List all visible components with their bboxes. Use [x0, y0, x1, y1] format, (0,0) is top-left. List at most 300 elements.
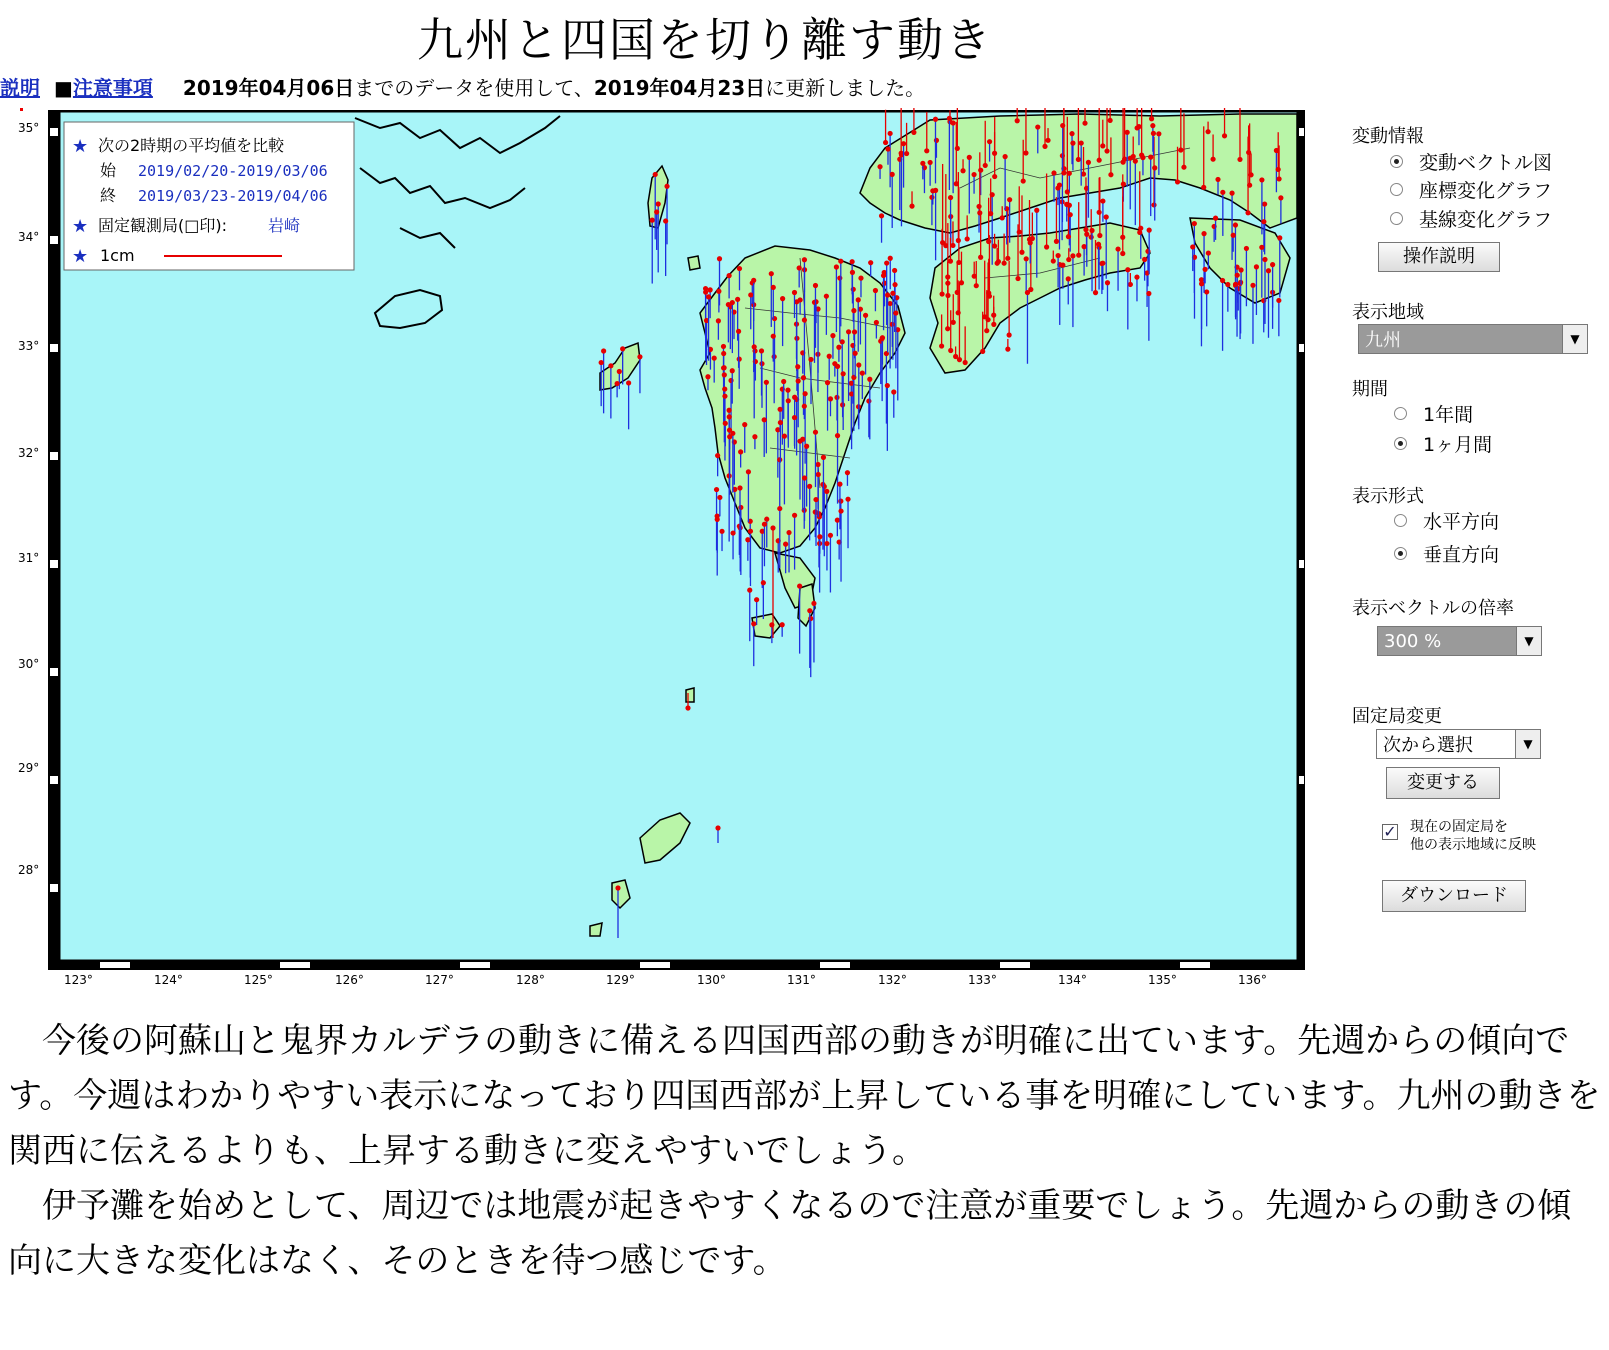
station-dot: [737, 485, 742, 490]
station-dot: [1003, 154, 1008, 159]
radio-vertical[interactable]: [1394, 547, 1407, 560]
station-dot: [1278, 195, 1283, 200]
control-panel: [1352, 122, 1602, 952]
station-dot: [888, 301, 893, 306]
station-dot: [950, 243, 955, 248]
station-dot: [1199, 281, 1204, 286]
station-dot: [873, 288, 878, 293]
station-dot: [1028, 240, 1033, 245]
station-dot: [850, 270, 855, 275]
station-dot: [856, 362, 861, 367]
option-label: 基線変化グラフ: [1419, 209, 1553, 231]
station-dot: [780, 622, 785, 627]
chevron-down-icon[interactable]: ▼: [1515, 730, 1540, 758]
station-dot: [782, 434, 787, 439]
station-dot: [890, 172, 895, 177]
station-dot: [967, 155, 972, 160]
small-island-2: [686, 688, 694, 702]
station-dot: [824, 489, 829, 494]
station-dot: [1150, 123, 1155, 128]
station-dot: [892, 268, 897, 273]
station-dot: [738, 449, 743, 454]
station-dot: [792, 513, 797, 518]
station-dot: [1104, 148, 1109, 153]
lat-label: 32°: [18, 446, 40, 460]
station-dot: [983, 163, 988, 168]
station-dot: [1233, 282, 1238, 287]
body-paragraph-1: 今後の阿蘇山と鬼界カルデラの動きに備える四国西部の動きが明確に出ています。先週からの傾向です。今週はわかりやすい表示になっており四国西部が上昇している事を明確にしています。九州の動きを関西に伝えるよりも、上昇する動きに変えやすいでしょう。: [8, 1021, 1601, 1171]
station-dot: [730, 300, 735, 305]
radio-vector-map[interactable]: [1390, 155, 1403, 168]
station-dot: [868, 260, 873, 265]
station-dot: [807, 484, 812, 489]
station-dot: [730, 530, 735, 535]
station-dot: [1089, 228, 1094, 233]
legend-line1: 次の2時期の平均値を比較: [98, 136, 285, 155]
legend-scale-label: 1cm: [100, 246, 135, 265]
station-dot: [792, 395, 797, 400]
station-dot: [977, 210, 982, 215]
station-dot: [885, 146, 890, 151]
option-label: 垂直方向: [1423, 544, 1500, 566]
station-dot: [951, 320, 956, 325]
option-1year[interactable]: [1394, 400, 1473, 427]
station-dot: [727, 273, 732, 278]
station-dot: [1276, 176, 1281, 181]
station-dot: [615, 381, 620, 386]
lon-label: 124°: [154, 973, 183, 987]
station-dot: [1097, 233, 1102, 238]
station-dot: [778, 420, 783, 425]
section-info-label: 変動情報: [1352, 126, 1424, 147]
station-dot: [705, 374, 710, 379]
station-dot: [1266, 268, 1271, 273]
station-dot: [836, 345, 841, 350]
station-dot: [943, 243, 948, 248]
scale-select[interactable]: [1377, 626, 1542, 656]
section-fixed-label: 固定局変更: [1352, 706, 1442, 727]
station-dot: [1015, 276, 1020, 281]
station-dot: [746, 469, 751, 474]
option-horizontal[interactable]: [1394, 507, 1499, 534]
station-dot: [853, 351, 858, 356]
station-dot: [804, 444, 809, 449]
station-dot: [976, 204, 981, 209]
station-dot: [1192, 221, 1197, 226]
station-dot: [798, 297, 803, 302]
station-dot: [1222, 133, 1227, 138]
lon-label: 134°: [1058, 973, 1087, 987]
station-dot: [924, 148, 929, 153]
station-dot: [992, 174, 997, 179]
station-dot: [992, 243, 997, 248]
station-dot: [1015, 118, 1020, 123]
option-baseline-graph[interactable]: [1390, 205, 1552, 232]
station-dot: [956, 238, 961, 243]
updated-date: 2019年04月23日: [593, 76, 766, 100]
station-dot: [777, 506, 782, 511]
station-dot: [867, 377, 872, 382]
station-dot: [1097, 158, 1102, 163]
station-dot: [849, 381, 854, 386]
station-dot: [893, 310, 898, 315]
lon-label: 131°: [787, 973, 816, 987]
station-dot: [885, 383, 890, 388]
station-dot: [1137, 230, 1142, 235]
station-dot: [1007, 197, 1012, 202]
station-dot: [817, 514, 822, 519]
station-dot: [1231, 233, 1236, 238]
station-dot: [801, 375, 806, 380]
option-vertical[interactable]: [1394, 540, 1499, 567]
station-dot: [980, 349, 985, 354]
station-dot: [637, 354, 642, 359]
lon-labels: [64, 973, 1267, 987]
station-dot: [1201, 231, 1206, 236]
station-dot: [837, 482, 842, 487]
station-dot: [841, 371, 846, 376]
station-dot: [945, 326, 950, 331]
station-dot: [722, 372, 727, 377]
station-dot: [748, 292, 753, 297]
section-period-label: 期間: [1352, 379, 1388, 400]
station-dot: [716, 289, 721, 294]
station-dot: [978, 168, 983, 173]
station-dot: [685, 705, 690, 710]
station-dot: [948, 348, 953, 353]
station-dot: [615, 885, 620, 890]
station-dot: [1083, 227, 1088, 232]
option-label: 変動ベクトル図: [1419, 152, 1553, 174]
station-dot: [626, 380, 631, 385]
station-dot: [1082, 244, 1087, 249]
check-icon: ✓: [1383, 822, 1397, 841]
station-dot: [1097, 210, 1102, 215]
station-dot: [1120, 251, 1125, 256]
chevron-down-icon[interactable]: ▼: [1516, 627, 1541, 655]
station-dot: [959, 280, 964, 285]
station-dot: [708, 287, 713, 292]
station-dot: [748, 529, 753, 534]
radio-baseline-graph[interactable]: [1390, 212, 1403, 225]
lon-label: 135°: [1148, 973, 1177, 987]
station-dot: [751, 621, 756, 626]
station-dot: [1259, 245, 1264, 250]
station-dot: [813, 497, 818, 502]
map-legend: [64, 122, 354, 270]
lat-label: 31°: [18, 551, 40, 565]
station-dot: [963, 360, 968, 365]
station-dot: [815, 462, 820, 467]
legend-end-range: 2019/03/23-2019/04/06: [138, 187, 328, 205]
lat-label: 33°: [18, 339, 40, 353]
station-dot: [929, 195, 934, 200]
legend-start-range: 2019/02/20-2019/03/06: [138, 162, 328, 180]
station-dot: [939, 291, 944, 296]
station-dot: [991, 322, 996, 327]
station-dot: [883, 140, 888, 145]
station-dot: [1067, 171, 1072, 176]
section-scale-label: 表示ベクトルの倍率: [1352, 598, 1514, 619]
station-dot: [1261, 219, 1266, 224]
station-dot: [1051, 258, 1056, 263]
station-dot: [1201, 185, 1206, 190]
station-dot: [884, 260, 889, 265]
station-dot: [722, 365, 727, 370]
station-dot: [888, 131, 893, 136]
station-dot: [727, 408, 732, 413]
lon-label: 127°: [425, 973, 454, 987]
station-dot: [769, 271, 774, 276]
station-dot: [796, 378, 801, 383]
station-dot: [797, 583, 802, 588]
caution-link[interactable]: 注意事項: [72, 76, 153, 100]
station-dot: [762, 522, 767, 527]
station-dot: [807, 608, 812, 613]
station-dot: [984, 328, 989, 333]
station-dot: [1220, 278, 1225, 283]
station-dot: [850, 259, 855, 264]
option-label: 1ヶ月間: [1423, 434, 1493, 456]
station-dot: [971, 172, 976, 177]
station-dot: [1019, 250, 1024, 255]
station-dot: [858, 276, 863, 281]
lon-label: 123°: [64, 973, 93, 987]
station-dot: [1000, 215, 1005, 220]
station-dot: [1070, 141, 1075, 146]
station-dot: [1024, 256, 1029, 261]
region-value: 九州: [1365, 330, 1401, 351]
station-dot: [808, 357, 813, 362]
station-dot: [722, 394, 727, 399]
station-dot: [1270, 262, 1275, 267]
small-island-1: [590, 923, 602, 936]
station-dot: [730, 368, 735, 373]
station-dot: [828, 533, 833, 538]
legend-end-label: 終: [100, 186, 117, 205]
option-coord-graph[interactable]: [1390, 176, 1552, 203]
lon-label: 130°: [697, 973, 726, 987]
radio-1year[interactable]: [1394, 407, 1407, 420]
station-dot: [786, 398, 791, 403]
station-dot: [928, 160, 933, 165]
station-dot: [736, 329, 741, 334]
station-dot: [802, 475, 807, 480]
station-dot: [754, 597, 759, 602]
station-dot: [771, 285, 776, 290]
station-dot: [656, 201, 661, 206]
station-dot: [785, 388, 790, 393]
station-dot: [1070, 253, 1075, 258]
station-dot: [663, 218, 668, 223]
station-dot: [939, 343, 944, 348]
station-dot: [1247, 183, 1252, 188]
station-dot: [808, 616, 813, 621]
station-dot: [1225, 282, 1230, 287]
station-dot: [601, 348, 606, 353]
station-dot: [920, 161, 925, 166]
update-notice: [183, 76, 925, 100]
station-dot: [1229, 191, 1234, 196]
radio-horizontal[interactable]: [1394, 514, 1407, 527]
legend-fixed-label: 固定観測局(□印):: [98, 216, 227, 235]
station-dot: [845, 497, 850, 502]
station-dot: [777, 407, 782, 412]
fixed-station-select[interactable]: [1376, 729, 1541, 759]
station-dot: [664, 184, 669, 189]
station-dot: [1021, 178, 1026, 183]
station-dot: [974, 283, 979, 288]
station-dot: [1133, 159, 1138, 164]
page-title: 九州と四国を切り離す動き: [417, 13, 993, 67]
station-dot: [715, 825, 720, 830]
station-dot: [835, 364, 840, 369]
station-dot: [1060, 263, 1065, 268]
station-dot: [1044, 244, 1049, 249]
station-dot: [1277, 235, 1282, 240]
station-dot: [737, 266, 742, 271]
chevron-down-icon[interactable]: ▼: [1562, 325, 1587, 353]
station-dot: [986, 239, 991, 244]
station-dot: [1023, 150, 1028, 155]
station-dot: [780, 296, 785, 301]
station-dot: [769, 622, 774, 627]
station-dot: [735, 297, 740, 302]
bullet-mark: ■: [54, 76, 73, 100]
section-region-label: 表示地域: [1352, 302, 1424, 323]
station-dot: [1233, 222, 1238, 227]
data-used-date: 2019年04月06日: [182, 76, 355, 100]
station-dot: [764, 380, 769, 385]
station-dot: [719, 529, 724, 534]
station-dot: [771, 334, 776, 339]
iki-land: [688, 256, 700, 270]
update-middle-text: までのデータを使用して、: [354, 76, 594, 100]
station-dot: [838, 499, 843, 504]
station-dot: [834, 264, 839, 269]
station-dot: [1190, 244, 1195, 249]
station-dot: [792, 290, 797, 295]
option-label: 水平方向: [1423, 511, 1500, 533]
station-dot: [1246, 150, 1251, 155]
station-dot: [802, 404, 807, 409]
station-dot: [947, 116, 952, 121]
station-dot: [851, 287, 856, 292]
lat-label: 29°: [18, 761, 40, 775]
station-dot: [1108, 118, 1113, 123]
station-dot: [863, 313, 868, 318]
vector-map[interactable]: [0, 108, 1340, 1008]
station-dot: [934, 138, 939, 143]
station-dot: [1105, 280, 1110, 285]
station-dot: [1025, 290, 1030, 295]
region-select[interactable]: [1358, 324, 1588, 354]
howto-button[interactable]: 操作説明: [1378, 242, 1500, 272]
reflect-checkbox[interactable]: [1382, 824, 1398, 840]
station-dot: [1152, 165, 1157, 170]
station-dot: [762, 417, 767, 422]
explanation-link[interactable]: 説明: [0, 76, 40, 100]
station-dot: [1096, 242, 1101, 247]
station-dot: [1237, 281, 1242, 286]
station-dot: [892, 282, 897, 287]
station-dot: [933, 117, 938, 122]
station-dot: [1213, 216, 1218, 221]
body-paragraph-2: 伊予灘を始めとして、周辺では地震が起きやすくなるので注意が重要でしょう。先週からの動きの傾向に大きな変化はなく、そのときを待つ感じです。: [8, 1186, 1572, 1281]
station-dot: [800, 437, 805, 442]
station-dot: [1148, 155, 1153, 160]
reflect-line2: 他の表示地域に反映: [1410, 837, 1536, 853]
station-dot: [1005, 347, 1010, 352]
station-dot: [716, 318, 721, 323]
radio-1month[interactable]: [1394, 437, 1407, 450]
station-dot: [1045, 138, 1050, 143]
station-dot: [781, 379, 786, 384]
station-dot: [837, 275, 842, 280]
station-dot: [1066, 276, 1071, 281]
station-dot: [1002, 261, 1007, 266]
station-dot: [1108, 172, 1113, 177]
station-dot: [1007, 332, 1012, 337]
station-dot: [703, 290, 708, 295]
station-dot: [953, 354, 958, 359]
option-label: 座標変化グラフ: [1419, 180, 1553, 202]
station-dot: [824, 541, 829, 546]
station-dot: [715, 517, 720, 522]
station-dot: [1237, 157, 1242, 162]
option-label: 1年間: [1423, 404, 1474, 426]
station-dot: [802, 317, 807, 322]
reflect-line1: 現在の固定局を: [1410, 819, 1508, 835]
station-dot: [721, 351, 726, 356]
station-dot: [965, 236, 970, 241]
station-dot: [1082, 121, 1087, 126]
station-dot: [881, 273, 886, 278]
option-1month[interactable]: [1394, 430, 1492, 457]
change-button[interactable]: 変更する: [1386, 767, 1500, 799]
station-dot: [721, 344, 726, 349]
station-dot: [714, 487, 719, 492]
station-dot: [851, 308, 856, 313]
lat-label: 28°: [18, 863, 40, 877]
station-dot: [712, 356, 717, 361]
option-vector-map[interactable]: [1390, 148, 1552, 175]
article-body: [8, 1014, 1603, 1289]
station-dot: [620, 346, 625, 351]
station-dot: [747, 588, 752, 593]
download-button[interactable]: ダウンロード: [1382, 880, 1526, 912]
station-dot: [730, 431, 735, 436]
station-dot: [1147, 228, 1152, 233]
station-dot: [1061, 170, 1066, 175]
station-dot: [891, 389, 896, 394]
station-dot: [1066, 257, 1071, 262]
station-dot: [828, 396, 833, 401]
station-dot: [986, 290, 991, 295]
station-dot: [813, 509, 818, 514]
station-dot: [1051, 170, 1056, 175]
station-dot: [745, 537, 750, 542]
station-dot: [1146, 291, 1151, 296]
station-dot: [1125, 267, 1130, 272]
station-dot: [852, 329, 857, 334]
radio-coord-graph[interactable]: [1390, 183, 1403, 196]
station-dot: [783, 542, 788, 547]
station-dot: [1054, 239, 1059, 244]
station-dot: [1084, 232, 1089, 237]
station-dot: [1140, 155, 1145, 160]
station-dot: [904, 151, 909, 156]
